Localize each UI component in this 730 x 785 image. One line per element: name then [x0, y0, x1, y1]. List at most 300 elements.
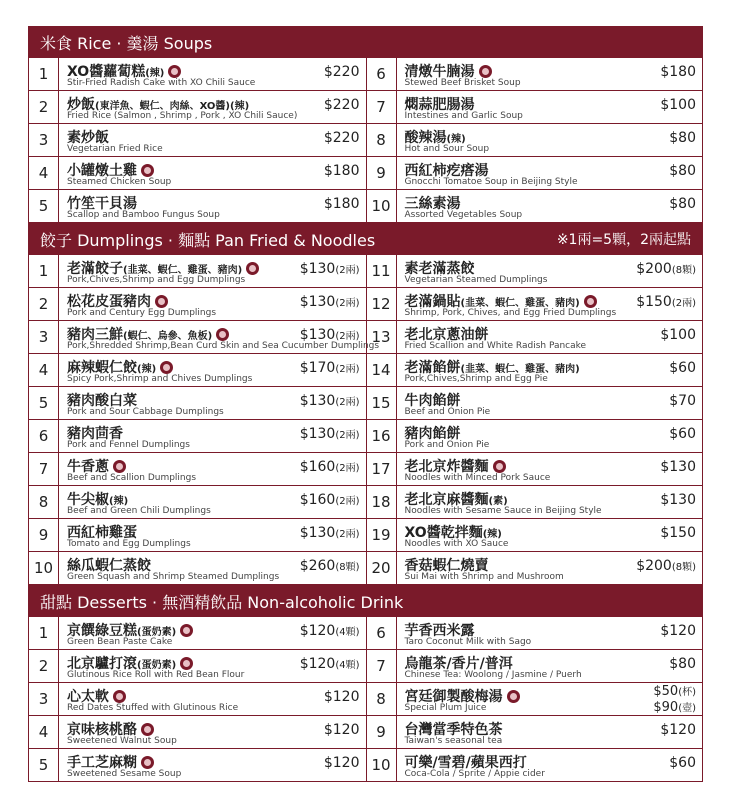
- item-english-name: Pork and Sour Cabbage Dumplings: [67, 407, 224, 417]
- price-line: [300, 327, 360, 345]
- menu-item: [29, 683, 366, 716]
- item-note: (辣): [137, 364, 157, 375]
- price-value: $200: [636, 558, 672, 574]
- item-number: 4: [29, 157, 59, 189]
- price-unit: (2兩): [335, 298, 360, 309]
- price-value: $150: [636, 294, 672, 310]
- item-english-name: Pork,Chives,Shrimp and Egg Dumplings: [67, 275, 246, 285]
- price-unit: (2兩): [335, 265, 360, 276]
- item-name-text: 松花皮蛋豬肉: [67, 294, 151, 310]
- price-line: [669, 196, 696, 212]
- item-english-name: Stir-Fried Radish Cake with XO Chili Sauce: [67, 78, 256, 88]
- price-unit: (8顆): [671, 562, 696, 573]
- item-number: 20: [367, 552, 397, 584]
- menu-item: [367, 190, 703, 223]
- item-note: (蝦仁、烏參、魚板): [123, 331, 213, 342]
- item-name-text: XO醬乾拌麵: [404, 525, 483, 541]
- item-name-text: 牛尖椒: [67, 492, 109, 508]
- price-value: $200: [636, 261, 672, 277]
- price-value: $60: [669, 755, 696, 771]
- price-unit: (4顆): [335, 627, 360, 638]
- item-price: [300, 525, 360, 543]
- item-note: (辣): [109, 496, 129, 507]
- item-english-name: Green Squash and Shrimp Steamed Dumplings: [67, 572, 280, 582]
- item-name-text: 西紅柿疙瘩湯: [404, 163, 489, 179]
- item-number: 5: [29, 387, 59, 419]
- item-price: [660, 623, 696, 639]
- item-name-text: 手工芝麻糊: [67, 755, 137, 771]
- price-line: [324, 689, 360, 705]
- item-price: [669, 130, 696, 146]
- price-value: $160: [299, 492, 336, 508]
- menu-item: [29, 354, 366, 387]
- price-line: [660, 492, 696, 508]
- menu-item: [29, 124, 366, 157]
- item-number: 2: [29, 650, 59, 682]
- item-number: 9: [367, 157, 397, 189]
- item-price: [324, 130, 360, 146]
- menu-item: [367, 124, 703, 157]
- item-price: [324, 163, 360, 179]
- price-line: [660, 459, 696, 475]
- item-number: 1: [29, 255, 59, 287]
- item-name-text: 台灣當季特色茶: [404, 722, 503, 738]
- chef-recommend-icon: [180, 624, 193, 637]
- item-name-text: 素炒飯: [67, 130, 109, 146]
- item-name-text: 老北京蔥油餅: [404, 327, 489, 343]
- item-name-text: 燜蒜肥腸湯: [404, 97, 475, 113]
- price-line: [300, 393, 360, 411]
- price-line: [669, 656, 696, 672]
- price-unit: (4顆): [335, 660, 360, 671]
- item-price: [300, 656, 360, 674]
- section-header: [28, 585, 703, 617]
- price-value: $150: [660, 525, 696, 541]
- item-price: [300, 294, 360, 312]
- chef-recommend-icon: [479, 65, 492, 78]
- item-number: 6: [29, 420, 59, 452]
- item-price: [660, 492, 696, 508]
- item-name-text: 竹笙干貝湯: [67, 196, 137, 212]
- item-name-text: 京饌綠豆糕: [67, 623, 137, 639]
- price-line: [324, 163, 360, 179]
- item-number: 10: [29, 552, 59, 584]
- item-number: 13: [367, 321, 397, 353]
- item-english-name: Taiwan's seasonal tea: [404, 736, 503, 746]
- item-name-text: 豬肉茴香: [67, 426, 123, 442]
- price-value: $100: [660, 97, 696, 113]
- price-value: $220: [323, 130, 360, 146]
- item-number: 3: [29, 683, 59, 715]
- price-value: $120: [323, 689, 360, 705]
- section-header: [28, 26, 703, 58]
- item-name-text: 清燉牛腩湯: [404, 64, 475, 80]
- item-name-text: 牛香蔥: [67, 459, 109, 475]
- price-unit: (壺): [678, 703, 696, 714]
- item-english-name: Fried Scallion and White Radish Pancake: [404, 341, 587, 351]
- price-line: [300, 294, 360, 312]
- section-table: [28, 617, 703, 782]
- menu: [28, 26, 703, 782]
- item-name-text: 豬肉酸白菜: [67, 393, 137, 409]
- menu-item: [29, 650, 366, 683]
- price-line: [636, 261, 696, 279]
- item-english-name: Scallop and Bamboo Fungus Soup: [67, 210, 220, 220]
- item-english-name: Tomato and Egg Dumplings: [67, 539, 191, 549]
- price-value: $120: [660, 623, 696, 639]
- item-number: 4: [29, 716, 59, 748]
- item-price: [660, 64, 696, 80]
- item-english-name: Sweetened Walnut Soup: [67, 736, 177, 746]
- item-number: 17: [367, 453, 397, 485]
- item-name-text: 西紅柿雞蛋: [67, 525, 137, 541]
- price-value: $130: [299, 426, 336, 442]
- item-price: [324, 196, 360, 212]
- item-english-name: Assorted Vegetables Soup: [404, 210, 523, 220]
- item-price: [300, 327, 360, 345]
- menu-item: [367, 617, 703, 650]
- item-name-text: 老北京炸醬麵: [404, 459, 489, 475]
- chef-recommend-icon: [113, 460, 126, 473]
- price-value: $130: [299, 327, 336, 343]
- price-value: $130: [299, 294, 336, 310]
- item-price: [300, 492, 360, 510]
- item-name-text: 心太軟: [67, 689, 109, 705]
- item-number: 11: [367, 255, 397, 287]
- item-english-name: Intestines and Garlic Soup: [404, 111, 523, 121]
- item-number: 1: [29, 617, 59, 649]
- chef-recommend-icon: [246, 262, 259, 275]
- item-name-text: XO醬蘿蔔糕: [67, 64, 146, 80]
- menu-item: [29, 420, 366, 453]
- item-note: (蛋奶素): [137, 627, 177, 638]
- item-price: [300, 459, 360, 477]
- item-price: [324, 64, 360, 80]
- item-name-text: 芋香西米露: [404, 623, 475, 639]
- menu-item: [29, 190, 366, 223]
- item-number: 9: [367, 716, 397, 748]
- item-price: [324, 755, 360, 771]
- item-price: [660, 722, 696, 738]
- item-price: [324, 722, 360, 738]
- item-price: [669, 163, 696, 179]
- menu-item: [367, 716, 703, 749]
- menu-item: [29, 157, 366, 190]
- item-price: [660, 525, 696, 541]
- menu-item: [29, 387, 366, 420]
- item-number: 8: [367, 124, 397, 156]
- item-number: 9: [29, 519, 59, 551]
- menu-item: [367, 486, 703, 519]
- price-line: [653, 700, 696, 716]
- price-value: $120: [660, 722, 696, 738]
- item-english-name: Sweetened Sesame Soup: [67, 769, 182, 779]
- menu-item: [367, 321, 703, 354]
- menu-item: [367, 354, 703, 387]
- item-name-text: 絲瓜蝦仁蒸餃: [67, 558, 151, 574]
- section-note: ※1兩=5顆，2兩起點: [556, 232, 691, 248]
- item-number: 18: [367, 486, 397, 518]
- item-english-name: Shrimp, Pork, Chives, and Egg Fried Dumplings: [404, 308, 617, 318]
- price-line: [660, 525, 696, 541]
- item-price: [669, 196, 696, 212]
- item-english-name: Beef and Scallion Dumplings: [67, 473, 197, 483]
- price-line: [636, 294, 696, 312]
- price-line: [324, 64, 360, 80]
- item-name-text: 京味核桃酪: [67, 722, 137, 738]
- item-name-text: 三絲素湯: [404, 196, 461, 212]
- price-line: [300, 261, 360, 279]
- item-name-text: 豬肉餡餅: [404, 426, 461, 442]
- item-price: [636, 261, 696, 279]
- price-line: [669, 360, 696, 376]
- price-unit: (2兩): [335, 397, 360, 408]
- item-number: 15: [367, 387, 397, 419]
- item-name-text: 北京驢打滾: [67, 656, 137, 672]
- section-table: [28, 255, 703, 585]
- item-english-name: Red Dates Stuffed with Glutinous Rice: [67, 703, 239, 713]
- chef-recommend-icon: [180, 657, 193, 670]
- menu-column-right: [366, 617, 703, 782]
- item-number: 1: [29, 58, 59, 90]
- item-english-name: Coca-Cola / Sprite / Appie cider: [404, 769, 545, 779]
- item-english-name: Steamed Chicken Soup: [67, 177, 172, 187]
- menu-item: [367, 91, 703, 124]
- menu-item: [29, 453, 366, 486]
- menu-item: [29, 486, 366, 519]
- menu-item: [367, 749, 703, 782]
- price-line: [669, 163, 696, 179]
- menu-column-right: [366, 58, 703, 223]
- price-line: [300, 459, 360, 477]
- item-note: (辣): [446, 134, 466, 145]
- price-value: $60: [669, 426, 696, 442]
- menu-item: [367, 58, 703, 91]
- item-name-text: 香菇蝦仁燒賣: [404, 558, 489, 574]
- price-unit: (2兩): [335, 463, 360, 474]
- section-table: [28, 58, 703, 223]
- price-value: $170: [299, 360, 336, 376]
- menu-item: [367, 683, 703, 716]
- item-note: (韭菜、蝦仁、雞蛋、豬肉): [460, 298, 580, 309]
- menu-item: [367, 519, 703, 552]
- item-price: [669, 656, 696, 672]
- item-name-text: 宮廷御製酸梅湯: [404, 689, 503, 705]
- item-english-name: Special Plum Juice: [404, 703, 487, 713]
- item-english-name: Vegetarian Steamed Dumplings: [404, 275, 548, 285]
- item-english-name: Noodles with Minced Pork Sauce: [404, 473, 551, 483]
- price-value: $70: [669, 393, 696, 409]
- menu-column-left: [29, 58, 366, 223]
- price-value: $90: [653, 700, 679, 715]
- item-name-text: 麻辣蝦仁餃: [67, 360, 137, 376]
- menu-item: [29, 255, 366, 288]
- chef-recommend-icon: [141, 723, 154, 736]
- item-note: (蛋奶素): [137, 660, 177, 671]
- price-value: $130: [660, 492, 696, 508]
- item-name-text: 牛肉餡餅: [404, 393, 461, 409]
- item-name-text: 小罐燉土雞: [67, 163, 137, 179]
- item-price: [300, 623, 360, 641]
- price-line: [660, 97, 696, 113]
- price-line: [324, 97, 360, 113]
- item-number: 2: [29, 91, 59, 123]
- item-name-text: 烏龍茶/香片/普洱: [404, 656, 513, 672]
- menu-item: [29, 321, 380, 354]
- item-name-text: 老滿餃子: [67, 261, 123, 277]
- item-english-name: Stewed Beef Brisket Soup: [404, 78, 521, 88]
- item-price: [300, 393, 360, 411]
- price-value: $180: [323, 163, 360, 179]
- chef-recommend-icon: [216, 328, 229, 341]
- item-number: 5: [29, 749, 59, 781]
- chef-recommend-icon: [584, 295, 597, 308]
- menu-item: [29, 617, 366, 650]
- price-line: [300, 558, 360, 576]
- item-english-name: Beef and Green Chili Dumplings: [67, 506, 211, 516]
- item-price: [669, 393, 696, 409]
- price-line: [300, 656, 360, 674]
- item-number: 10: [367, 190, 397, 222]
- item-english-name: Chinese Tea: Woolong / Jasmine / Puerh: [404, 670, 582, 680]
- menu-item: [29, 716, 366, 749]
- item-number: 4: [29, 354, 59, 386]
- price-line: [653, 684, 696, 700]
- price-line: [669, 130, 696, 146]
- item-price: [660, 327, 696, 343]
- chef-recommend-icon: [113, 690, 126, 703]
- item-english-name: Glutinous Rice Roll with Red Bean Flour: [67, 670, 245, 680]
- price-value: $130: [299, 393, 336, 409]
- chef-recommend-icon: [155, 295, 168, 308]
- section-title: 餃子 Dumplings · 麵點 Pan Fried & Noodles: [40, 230, 376, 250]
- price-line: [660, 623, 696, 639]
- menu-item: [29, 58, 366, 91]
- item-english-name: Hot and Sour Soup: [404, 144, 490, 154]
- price-value: $80: [669, 656, 696, 672]
- item-price: [636, 558, 696, 576]
- price-value: $80: [669, 130, 696, 146]
- chef-recommend-icon: [141, 164, 154, 177]
- item-name-text: 素老滿蒸餃: [404, 261, 475, 277]
- item-price: [300, 558, 360, 576]
- menu-column-right: [366, 255, 703, 585]
- section-header: [28, 223, 703, 255]
- item-note: (韭菜、蝦仁、雞蛋、豬肉): [123, 265, 243, 276]
- item-english-name: Taro Coconut Milk with Sago: [404, 637, 532, 647]
- price-line: [324, 196, 360, 212]
- item-english-name: Noodles with Sesame Sauce in Beijing Style: [404, 506, 602, 516]
- item-price: [300, 426, 360, 444]
- price-line: [660, 64, 696, 80]
- item-number: 10: [367, 749, 397, 781]
- item-note: (韭菜、蝦仁、雞蛋、豬肉): [460, 364, 580, 375]
- menu-item: [29, 288, 366, 321]
- price-value: $220: [323, 97, 360, 113]
- menu-item: [367, 552, 703, 585]
- price-value: $50: [653, 684, 679, 699]
- price-value: $120: [323, 755, 360, 771]
- item-number: 6: [367, 617, 397, 649]
- menu-item: [367, 420, 703, 453]
- price-value: $80: [669, 163, 696, 179]
- price-unit: (2兩): [671, 298, 696, 309]
- price-unit: (2兩): [335, 496, 360, 507]
- price-value: $100: [660, 327, 696, 343]
- price-line: [324, 755, 360, 771]
- menu-item: [367, 288, 703, 321]
- menu-item: [367, 157, 703, 190]
- price-unit: (8顆): [335, 562, 360, 573]
- price-line: [660, 327, 696, 343]
- item-english-name: Sui Mai with Shrimp and Mushroom: [404, 572, 564, 582]
- price-value: $180: [660, 64, 696, 80]
- item-english-name: Pork,Shredded Shrimp,Bean Curd Skin and Sea Cucumber Dumplings: [67, 341, 380, 351]
- item-english-name: Noodles with XO Sauce: [404, 539, 509, 549]
- item-price: [636, 294, 696, 312]
- item-price: [300, 360, 360, 378]
- item-english-name: Gnocchi Tomatoe Soup in Beijing Style: [404, 177, 578, 187]
- item-note: (素): [488, 496, 508, 507]
- item-name-text: 老滿餡餅: [404, 360, 461, 376]
- price-value: $130: [299, 261, 336, 277]
- price-value: $120: [299, 623, 336, 639]
- item-note: (東洋魚、蝦仁、肉絲、XO醬)(辣): [95, 101, 250, 112]
- item-price: [653, 684, 696, 716]
- item-name-text: 可樂/雪碧/蘋果西打: [404, 755, 527, 771]
- price-line: [324, 130, 360, 146]
- price-unit: (2兩): [335, 529, 360, 540]
- item-price: [324, 97, 360, 113]
- item-price: [660, 97, 696, 113]
- item-number: 14: [367, 354, 397, 386]
- item-price: [669, 360, 696, 376]
- chef-recommend-icon: [493, 460, 506, 473]
- item-english-name: Vegetarian Fried Rice: [67, 144, 163, 154]
- item-number: 5: [29, 190, 59, 222]
- price-line: [300, 525, 360, 543]
- item-name-text: 豬肉三鮮: [67, 327, 123, 343]
- price-line: [636, 558, 696, 576]
- price-value: $120: [299, 656, 336, 672]
- section-title: 米食 Rice · 羹湯 Soups: [40, 33, 213, 53]
- item-number: 8: [367, 683, 397, 715]
- menu-item: [29, 552, 366, 585]
- item-note: (辣): [145, 68, 165, 79]
- menu-column-left: [29, 255, 380, 585]
- item-number: 3: [29, 124, 59, 156]
- item-english-name: Pork and Fennel Dumplings: [67, 440, 190, 450]
- chef-recommend-icon: [507, 690, 520, 703]
- price-line: [660, 722, 696, 738]
- price-line: [669, 426, 696, 442]
- item-number: 8: [29, 486, 59, 518]
- menu-item: [29, 749, 366, 782]
- item-number: 7: [29, 453, 59, 485]
- item-english-name: Spicy Pork,Shrimp and Chives Dumplings: [67, 374, 253, 384]
- price-unit: (2兩): [335, 364, 360, 375]
- item-name-text: 酸辣湯: [404, 130, 447, 146]
- price-line: [300, 623, 360, 641]
- item-name-text: 炒飯: [67, 97, 95, 113]
- menu-item: [29, 519, 366, 552]
- item-price: [669, 426, 696, 442]
- price-value: $80: [669, 196, 696, 212]
- price-line: [669, 755, 696, 771]
- chef-recommend-icon: [168, 65, 181, 78]
- menu-item: [367, 650, 703, 683]
- item-number: 3: [29, 321, 59, 353]
